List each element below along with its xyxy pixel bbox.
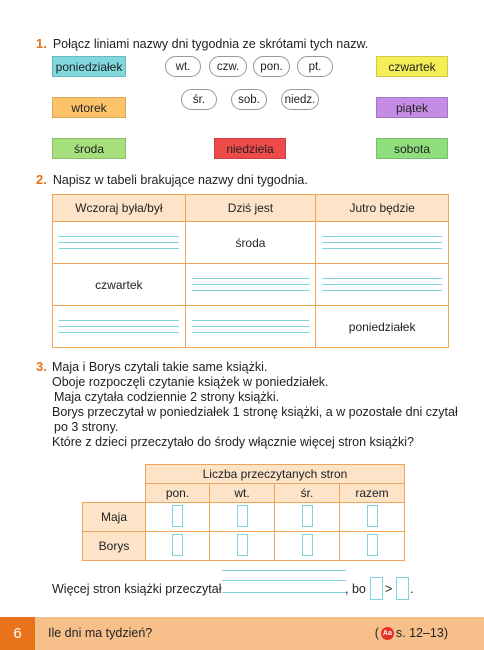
abbr-sob[interactable] — [231, 89, 267, 110]
row-label-borys: Borys — [83, 532, 146, 561]
answer-prefix: Więcej stron książki przeczytał — [52, 582, 222, 596]
writing-lines — [316, 264, 448, 305]
col-header-today: Dziś jest — [185, 195, 316, 222]
digit-box[interactable] — [237, 534, 248, 556]
answer-cell[interactable] — [316, 222, 449, 264]
table-row — [53, 264, 449, 306]
given-cell: poniedziałek — [316, 306, 449, 348]
row-label-maja: Maja — [83, 503, 146, 532]
table-row — [83, 532, 405, 561]
col-header-sr: śr. — [275, 484, 340, 503]
abbr-label: niedz. — [284, 93, 316, 106]
reading-table — [82, 464, 405, 561]
writing-lines — [186, 264, 316, 305]
abbr-wt[interactable] — [165, 56, 201, 77]
abbr-niedz[interactable] — [281, 89, 319, 110]
digit-box[interactable] — [237, 505, 248, 527]
task3-text — [52, 360, 458, 450]
task3-line: Które z dzieci przeczytało do środy włącznie więcej stron książki? — [52, 435, 414, 449]
writing-lines — [53, 222, 185, 263]
answer-box-right[interactable] — [396, 577, 409, 600]
day-box-sobota[interactable] — [376, 138, 448, 159]
digit-box[interactable] — [172, 534, 183, 556]
abbr-pon[interactable] — [253, 56, 290, 77]
col-header-wt: wt. — [210, 484, 275, 503]
day-label: sobota — [393, 141, 431, 156]
answer-cell[interactable] — [275, 532, 340, 561]
answer-cell[interactable] — [146, 532, 210, 561]
abbr-pt[interactable] — [297, 56, 333, 77]
answer-cell[interactable] — [185, 264, 316, 306]
digit-box[interactable] — [367, 505, 378, 527]
digit-box[interactable] — [172, 505, 183, 527]
col-header-tomorrow: Jutro będzie — [316, 195, 449, 222]
answer-cell[interactable] — [210, 532, 275, 561]
abbr-label: pon. — [260, 60, 283, 73]
day-label: czwartek — [388, 59, 436, 74]
col-header-yesterday: Wczoraj była/był — [53, 195, 186, 222]
day-label: środa — [73, 141, 105, 156]
textbook-icon: Aa — [381, 627, 394, 640]
writing-lines — [186, 306, 316, 347]
col-header-razem: razem — [340, 484, 405, 503]
answer-line[interactable] — [222, 592, 346, 593]
day-label: wtorek — [71, 100, 107, 115]
answer-cell[interactable] — [185, 306, 316, 348]
answer-cell[interactable] — [146, 503, 210, 532]
task3-line: Borys przeczytał w poniedziałek 1 stronę książki, a w pozostałe dni czytał — [52, 405, 458, 419]
reading-table-title: Liczba przeczytanych stron — [146, 465, 405, 484]
given-cell: środa — [185, 222, 316, 264]
ref-open: ( — [374, 626, 379, 640]
abbr-sr[interactable] — [181, 89, 217, 110]
table-row — [53, 306, 449, 348]
task3-line: po 3 strony. — [54, 420, 119, 434]
answer-gt: > — [385, 582, 393, 596]
day-box-czwartek[interactable] — [376, 56, 448, 77]
abbr-label: śr. — [192, 93, 206, 106]
abbr-label: pt. — [308, 60, 322, 73]
abbr-label: wt. — [175, 60, 191, 73]
col-header-pon: pon. — [146, 484, 210, 503]
day-box-piatek[interactable] — [376, 97, 448, 118]
answer-end: . — [410, 582, 414, 596]
task3-number: 3. — [36, 359, 47, 374]
day-box-wtorek[interactable] — [52, 97, 126, 118]
ref-text: s. 12–13) — [395, 626, 448, 640]
footer-reference — [375, 626, 448, 640]
answer-line[interactable] — [222, 570, 346, 571]
answer-line[interactable] — [222, 580, 346, 581]
task3-line: Oboje rozpoczęli czytanie książek w poniedziałek. — [52, 375, 329, 389]
footer-title: Ile dni ma tydzień? — [48, 626, 153, 640]
table-row — [83, 503, 405, 532]
day-label: niedziela — [226, 141, 274, 156]
days-table — [52, 194, 449, 348]
abbr-czw[interactable] — [209, 56, 247, 77]
given-cell: czwartek — [53, 264, 186, 306]
answer-cell[interactable] — [210, 503, 275, 532]
task2-number: 2. — [36, 172, 47, 187]
task3-line: Maja i Borys czytali takie same książki. — [52, 360, 268, 374]
answer-mid: , bo — [345, 582, 366, 596]
abbr-label: sob. — [238, 93, 260, 106]
day-label: poniedziałek — [55, 59, 123, 74]
day-box-poniedzialek[interactable] — [52, 56, 126, 77]
task1-header — [36, 36, 368, 52]
task3-line: Maja czytała codziennie 2 strony książki. — [54, 390, 280, 404]
day-box-sroda[interactable] — [52, 138, 126, 159]
table-row — [53, 222, 449, 264]
answer-cell[interactable] — [275, 503, 340, 532]
abbr-label: czw. — [216, 60, 240, 73]
answer-box-left[interactable] — [370, 577, 383, 600]
day-box-niedziela[interactable] — [214, 138, 286, 159]
writing-lines — [316, 222, 448, 263]
answer-cell[interactable] — [53, 306, 186, 348]
task1-instruction: Połącz liniami nazwy dni tygodnia ze skrótami tych nazw. — [52, 37, 369, 51]
task1-number: 1. — [36, 36, 47, 51]
answer-cell[interactable] — [340, 503, 405, 532]
page-number: 6 — [0, 617, 35, 650]
writing-lines — [53, 306, 185, 347]
digit-box[interactable] — [302, 505, 313, 527]
answer-cell[interactable] — [53, 222, 186, 264]
digit-box[interactable] — [302, 534, 313, 556]
task2-header — [36, 172, 308, 188]
day-label: piątek — [395, 100, 429, 115]
digit-box[interactable] — [367, 534, 378, 556]
answer-cell[interactable] — [340, 532, 405, 561]
answer-cell[interactable] — [316, 264, 449, 306]
task2-instruction: Napisz w tabeli brakujące nazwy dni tygodnia. — [52, 173, 308, 187]
page-footer — [0, 617, 484, 650]
